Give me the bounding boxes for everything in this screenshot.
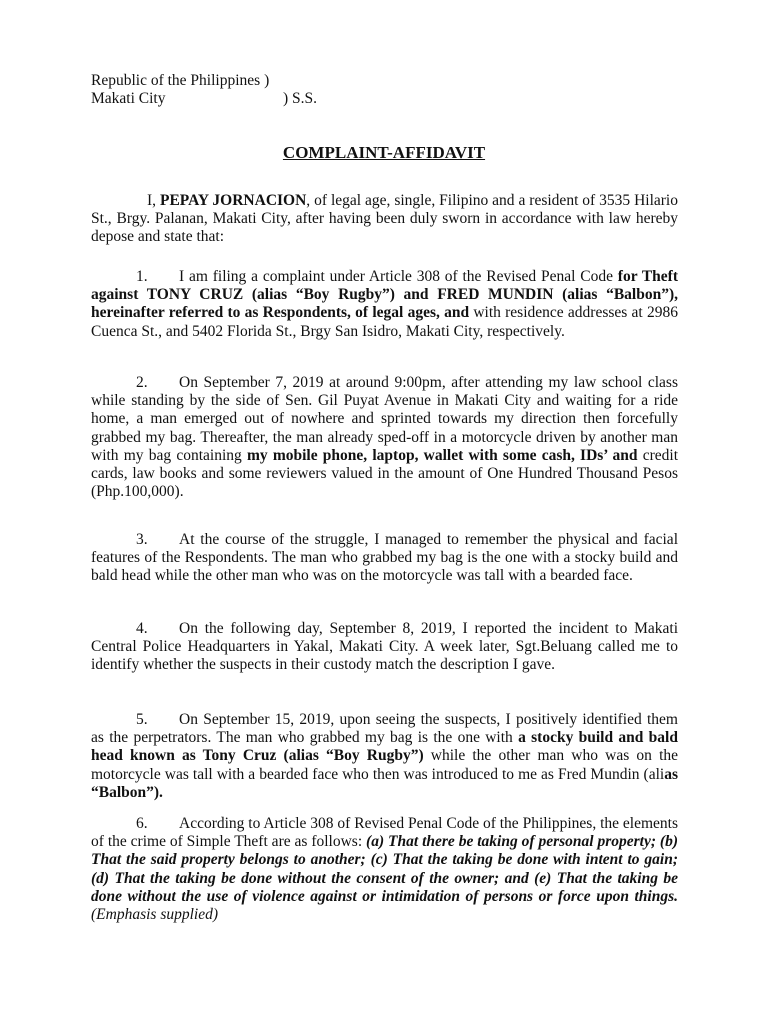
intro-paragraph: I, PEPAY JORNACION, of legal age, single, Filipino and a resident of 3535 Hilario St., Brgy. Palanan, Makati City, after having been duly sworn in accordance with law hereby depose and state that: [91, 192, 678, 246]
affiant-name: PEPAY JORNACION [159, 192, 307, 209]
paragraph-number: 3. [136, 531, 148, 548]
paragraph-4: 4. On the following day, September 8, 2019, I reported the incident to Makati Central Police Headquarters in Yakal, Makati City. A week later, Sgt.Beluang called me to identify whether the suspects in their custody match the description I gave. [91, 620, 678, 674]
paragraph-2: 2. On September 7, 2019 at around 9:00pm, after attending my law school class while standing by the side of Sen. Gil Puyat Avenue in Makati City and waiting for a ride home, a man emerged out of nowhere and sprinted towards my direction then forcefully grabbed my bag. Thereafter, the man already sped-off in a motorcycle driven by another man with my bag containing my mobile phone, laptop, wallet with some cash, IDs’ and credit cards, law books and some reviewers valued in the amount of One Hundred Thousand Pesos (Php.100,000). [91, 374, 678, 501]
venue-line-1: Republic of the Philippines ) [91, 72, 270, 89]
emphasized-elements: (a) That there be taking of personal property; (b) That the said property belongs to another; (c) That the taking be done with intent to gain; (d) That the taking be done without the consent of the owner; and (e) That the taking be done without the use of violence against or intimidation of persons or force upon things. [91, 833, 678, 905]
venue-block [91, 72, 317, 108]
paragraph-number: 6. [136, 815, 148, 832]
paragraph-3: 3. At the course of the struggle, I managed to remember the physical and facial features of the Respondents. The man who grabbed my bag is the one with a stocky build and bald head while the other man who was on the motorcycle was tall with a bearded face. [91, 531, 678, 585]
paragraph-number: 5. [136, 711, 148, 728]
paragraph-5: 5. On September 15, 2019, upon seeing the suspects, I positively identified them as the perpetrators. The man who grabbed my bag is the one with a stocky build and bald head known as Tony Cruz (alias “Boy Rugby”) while the other man who was on the motorcycle was tall with a bearded face who then was introduced to me as Fred Mundin (alias “Balbon”). [91, 711, 679, 801]
venue-ss: ) S.S. [283, 90, 318, 107]
paragraph-1: 1. I am filing a complaint under Article 308 of the Revised Penal Code for Theft against TONY CRUZ (alias “Boy Rugby”) and FRED MUNDIN (alias “Balbon”), hereinafter referred to as Respondents, of legal ages, and with residence addresses at 2986 Cuenca St., and 5402 Florida St., Brgy San Isidro, Makati City, respectively. [91, 268, 678, 340]
paragraph-number: 2. [136, 374, 148, 391]
emphasis-note: (Emphasis supplied) [91, 906, 219, 924]
venue-city: Makati City [91, 90, 166, 107]
paragraph-6: 6. According to Article 308 of Revised Penal Code of the Philippines, the elements of the crime of Simple Theft are as follows: (a) That there be taking of personal property; (b) That the said property belongs to another; (c) That the taking be done with intent to gain; (d) That the taking be done without the consent of the owner; and (e) That the taking be done without the use of violence against or intimidation of persons or force upon things. (Emphasis supplied) [91, 815, 678, 924]
document-title: COMPLAINT-AFFIDAVIT [282, 143, 486, 162]
paragraph-number: 1. [136, 268, 148, 285]
paragraph-number: 4. [136, 620, 148, 637]
